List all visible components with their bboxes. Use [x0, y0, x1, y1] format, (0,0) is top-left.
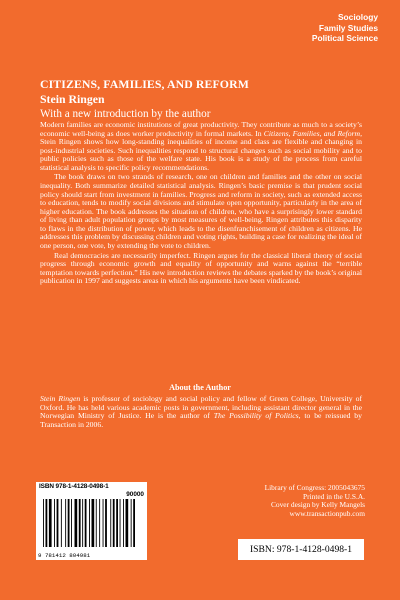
barcode-bar: [46, 499, 48, 547]
barcode-bar: [79, 499, 81, 547]
about-book-title: The Possibility of Politics: [213, 411, 299, 421]
barcode-bar: [49, 499, 52, 547]
barcode-bar: [131, 499, 132, 547]
barcode-price-code: 90000: [126, 491, 144, 498]
subject-family-studies: Family Studies: [318, 22, 378, 33]
barcode-bar: [110, 499, 111, 547]
barcode-bar: [126, 499, 129, 547]
barcode-bar: [120, 499, 121, 547]
description-paragraph-3: Real democracies are necessarily imperfect. Ringen argues for the classical liberal theory of social progress through economic growth and equality of opportunity and warns against the “terrible temptation towards perfection.” His new introduction reviews the debates sparked by the book’s original publication in 1997 and suggests areas in which his arguments have been vindicated.: [40, 250, 362, 286]
barcode-bar: [133, 499, 135, 547]
barcode-bar: [82, 499, 83, 547]
description-text: , Stein Ringen shows how long-standing inequalities of income and class are flexible and changing in post-industrial societies. Such inequalities respond to structural changes such as social mobility and to public policies such as those of the welfare state. His book is a study of the process from careful statistical analysis to specific policy recommendations.: [40, 128, 362, 172]
book-author: Stein Ringen: [40, 92, 105, 106]
barcode-bar: [43, 499, 44, 547]
about-text-2: , to be reissued by Transaction in 2006.: [40, 411, 362, 429]
barcode-bar: [71, 499, 72, 547]
about-text-1: is professor of sociology and social policy and fellow of Green College, University of Oxford. He has held various academic posts in government, including assistant director general in the Norwegian Ministry of Justice. He is the author of: [40, 394, 362, 421]
barcode-bar: [103, 499, 104, 547]
about-author-heading: About the Author: [169, 383, 231, 392]
barcode-bar: [113, 499, 115, 547]
description-book-title: Citizens, Families, and Reform: [263, 128, 361, 138]
subject-political-science: Political Science: [311, 33, 378, 43]
barcode-bar: [89, 499, 90, 547]
printed-in: Printed in the U.S.A.: [303, 491, 365, 501]
barcode-number: 9 781412 804981: [38, 552, 91, 559]
about-author-name: Stein Ringen: [40, 394, 81, 403]
barcode-panel: [36, 482, 147, 560]
barcode-bar: [92, 499, 95, 547]
subject-sociology: Sociology: [337, 12, 378, 22]
description-paragraph-1: [40, 121, 362, 172]
barcode-bars: [42, 499, 142, 547]
publisher-info: [265, 484, 365, 518]
barcode-bar: [75, 499, 78, 547]
barcode-bar: [61, 499, 62, 547]
barcode-bar: [105, 499, 107, 547]
description-text: Modern families are economic institutions of great productivity. They contribute as much to a society’s economic well-being as does worker productivity in formal markets. In: [40, 120, 362, 138]
barcode-bar: [85, 499, 87, 547]
isbn-box: ISBN: 978-1-4128-0498-1: [238, 539, 364, 560]
library-of-congress: Library of Congress: 2005043675: [264, 483, 365, 492]
barcode-isbn-label: ISBN 978-1-4128-0498-1: [39, 483, 109, 490]
barcode-bar: [96, 499, 97, 547]
barcode-bar: [99, 499, 100, 547]
edition-note: With a new introduction by the author: [40, 108, 211, 120]
barcode-bar: [123, 499, 124, 547]
subject-categories: [312, 12, 378, 44]
barcode-bar: [57, 499, 59, 547]
barcode-bar: [68, 499, 70, 547]
publisher-url: www.transactionpub.com: [289, 508, 365, 518]
barcode-bar: [116, 499, 118, 547]
barcode-bar: [65, 499, 66, 547]
description-paragraph-2: The book draws on two strands of research, one on children and families and the other on social inequality. Both summarize detailed statistical analysis. Ringen’s basic premise is that prudent social policy should start from investment in families. Progress and reform in society, such as extended access to education, tends to modify social divisions and stimulate open opportunity, particularly in the area of higher education. The book addresses the situation of children, who have a surprisingly lower standard of living than adult population groups by most measures of well-being. Ringen attributes this disparity to flaws in the distribution of power, which leads to the disenfranchisement of children as citizens. He addresses this problem by discussing children and voting rights, building a case for realizing the ideal of one person, one vote, by extending the vote to children.: [40, 172, 362, 250]
cover-design-credit: Cover design by Kelly Mangels: [270, 500, 365, 510]
description: [40, 121, 362, 286]
book-title: CITIZENS, FAMILIES, AND REFORM: [40, 77, 249, 91]
about-author-text: [40, 395, 362, 429]
barcode-bar: [54, 499, 55, 547]
